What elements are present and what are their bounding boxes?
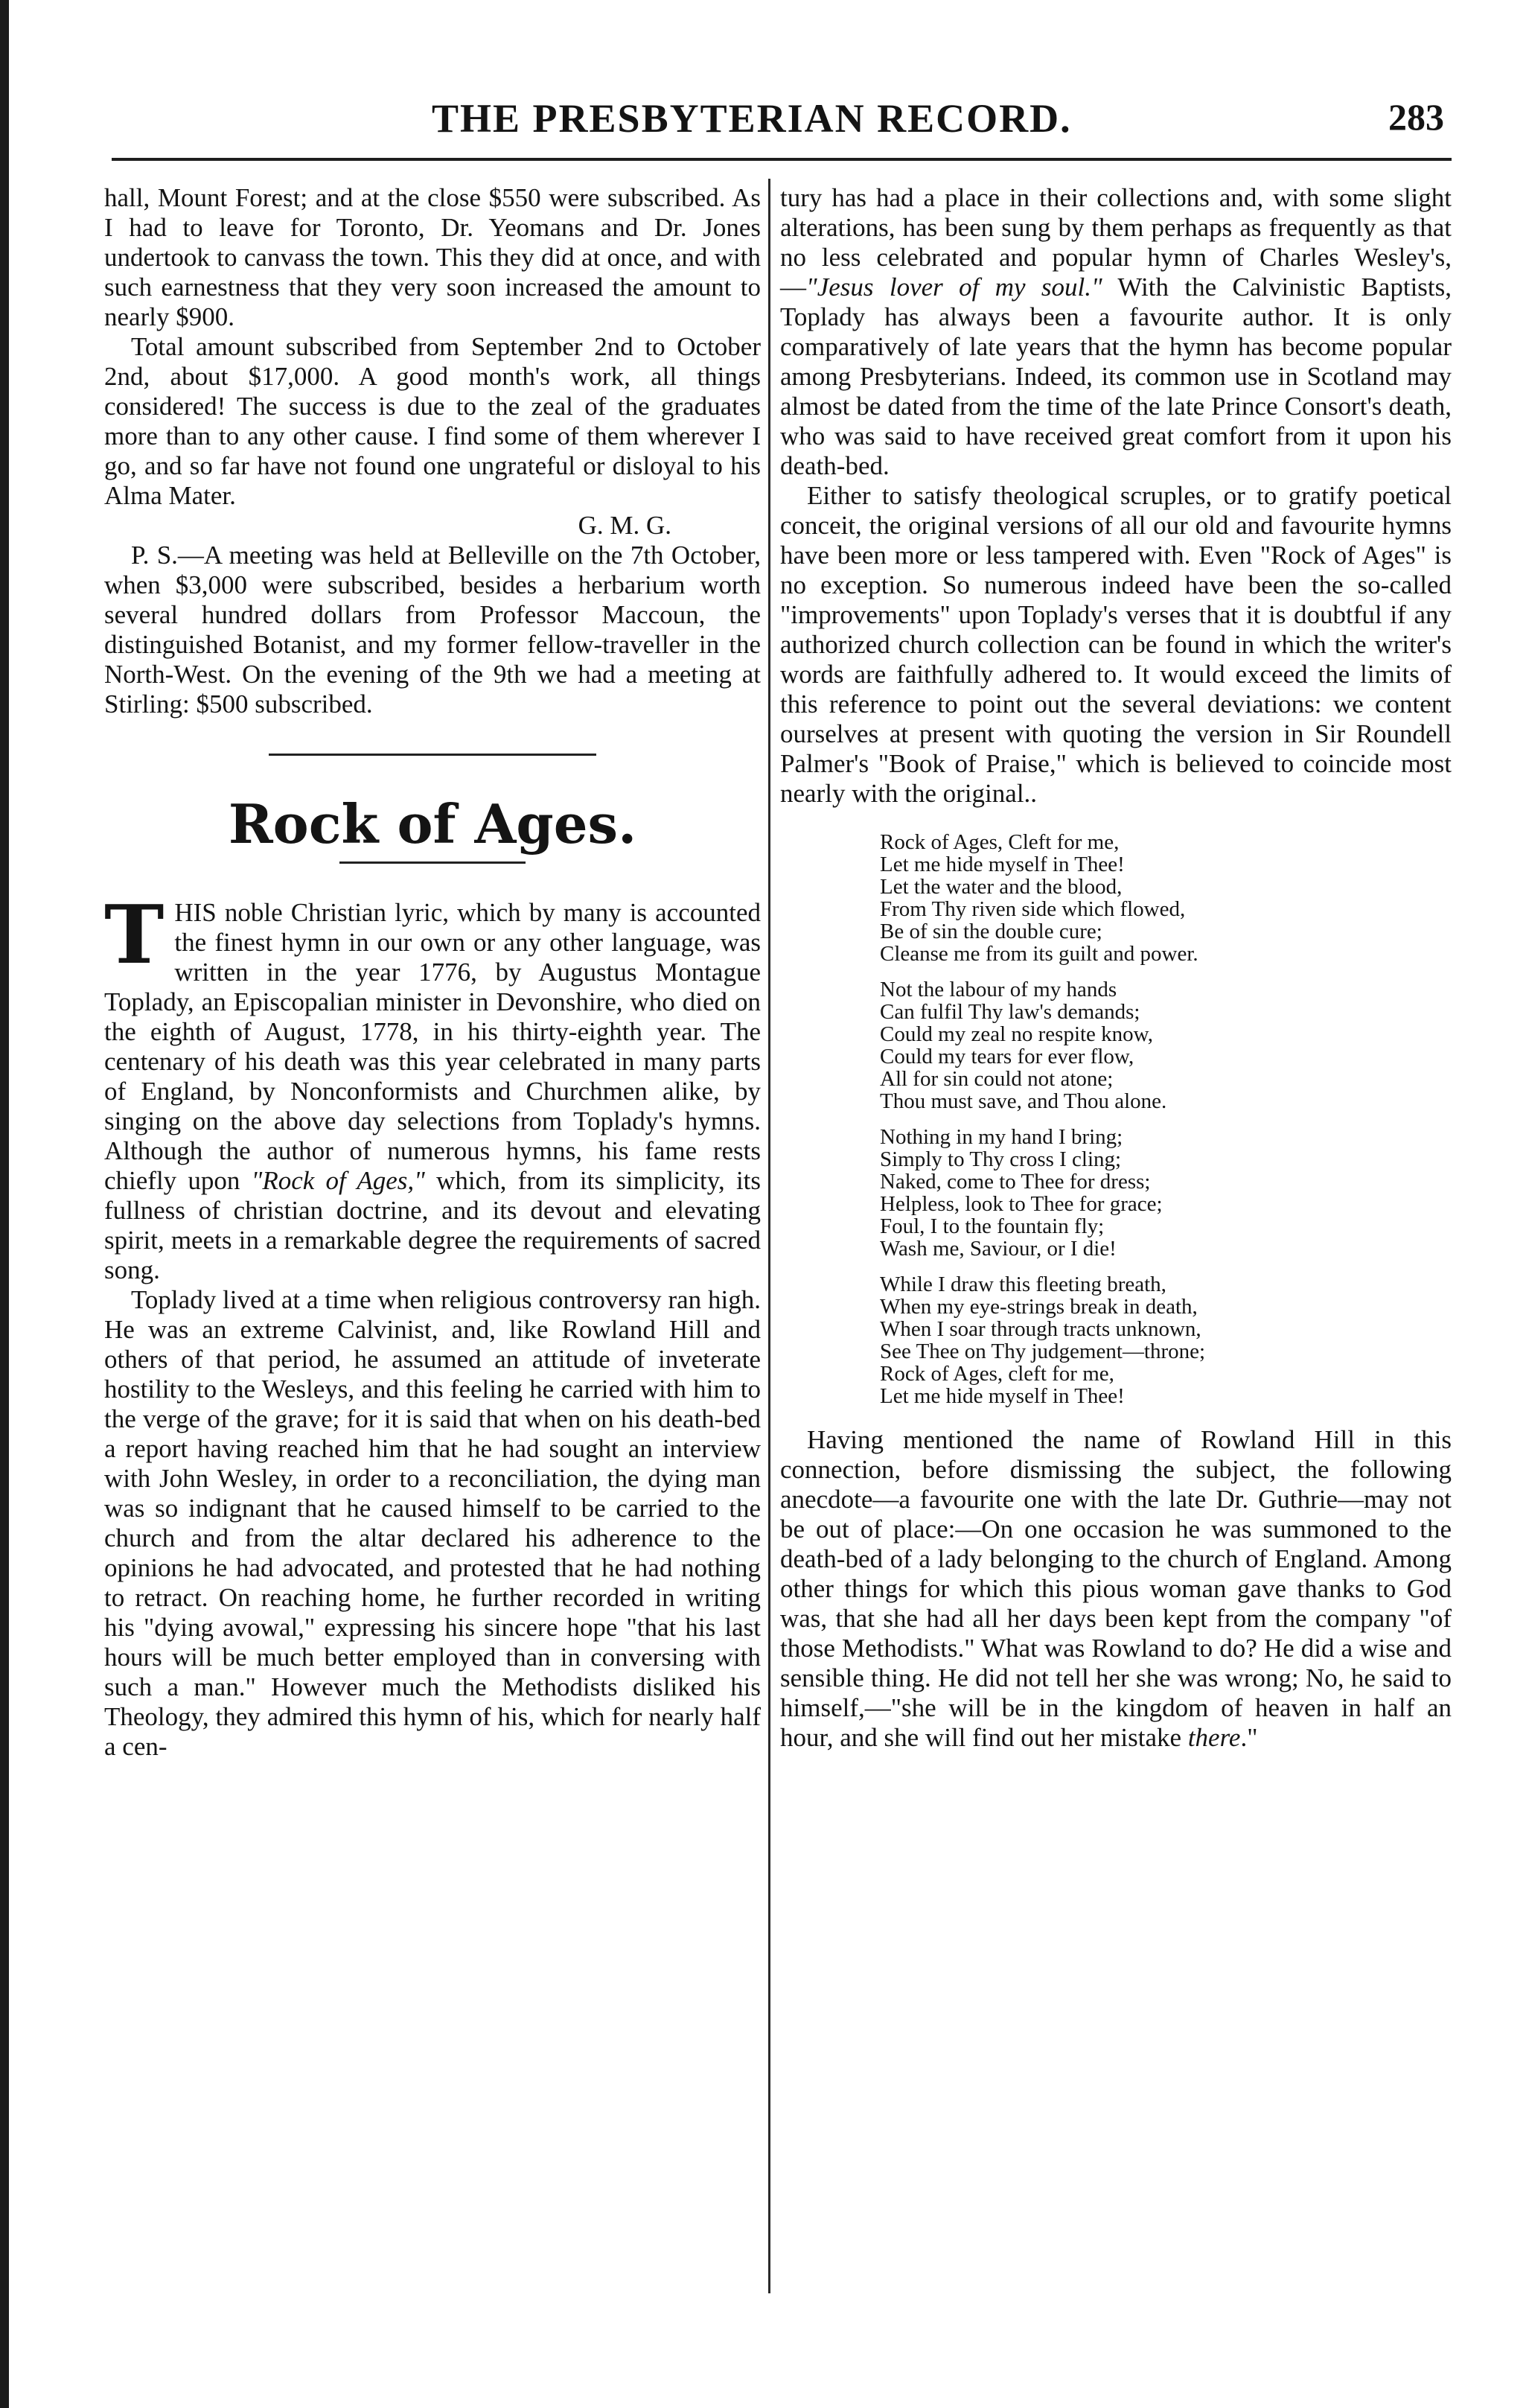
hymn-line: Could my tears for ever flow, xyxy=(880,1045,1134,1068)
column-divider xyxy=(768,179,770,2293)
hymn-line: Not the labour of my hands xyxy=(880,978,1117,1001)
paragraph: Total amount subscribed from September 2nd to October 2nd, about $17,000. A good month's work, all things considered! The success is due to the zeal of the graduates more than to any other cause. I find some of them wherever I go, and so far have not found one ungrateful or disloyal to his Alma Mater. xyxy=(104,332,761,510)
hymn-line: When my eye-strings break in death, xyxy=(880,1295,1198,1319)
paragraph-text: With the Calvinistic Baptists, Toplady has always been a favourite author. It is only comparatively of late years that the hymn has become popular among Presbyterians. Indeed, its common use in Scotland may almost be dated from the time of the late Prince Consort's death, who was said to have received great comfort from it upon his death-bed. xyxy=(780,273,1452,480)
hymn-line: Let me hide myself in Thee! xyxy=(880,1384,1125,1408)
paragraph xyxy=(780,1425,1452,1753)
paragraph xyxy=(780,183,1452,481)
drop-cap: T xyxy=(104,888,165,982)
page-edge xyxy=(0,0,9,2408)
paragraph-text: which, from its simplicity, its fullness of christian doctrine, and its devout and elevating spirit, meets in a remarkable degree the requirements of sacred song. xyxy=(104,1166,762,1284)
hymn-line: Cleanse me from its guilt and power. xyxy=(880,942,1198,966)
hymn-line: Naked, come to Thee for dress; xyxy=(880,1170,1151,1194)
hymn-line: Foul, I to the fountain fly; xyxy=(880,1214,1105,1238)
hymn-line: When I soar through tracts unknown, xyxy=(880,1317,1201,1341)
paragraph: Toplady lived at a time when religious controversy ran high. He was an extreme Calvinist, and, like Rowland Hill and others of that period, he assumed an attitude of inveterate hostility to the Wesleys, and this feeling he carried with him to the verge of the grave; for it is said that when on his death-bed a report having reached him that he had sought an interview with John Wesley, in order to a reconciliation, the dying man was so indignant that he caused himself to be carried to the church and from the altar declared his adherence to the opinions he had advocated, and protested that he had nothing to retract. On reaching home, he further recorded in writing his "dying avowal," expressing his sincere hope "that his last hours will be much better employed than in conversing with such a man." However much the Methodists disliked his Theology, they admired this hymn of his, which for nearly half a cen- xyxy=(104,1285,761,1761)
hymn-stanza xyxy=(880,831,1452,965)
paragraph: Either to satisfy theological scruples, or to gratify poetical conceit, the original versions of all our old and favourite hymns have been more or less tampered with. Even "Rock of Ages" is no exception. So numerous indeed have been the so-called "improvements" upon Toplady's verses that it is doubtful if any authorized church collection can be found in which the writer's words are faithfully adhered to. It would exceed the limits of this reference to point out the several deviations: we content ourselves at present with quoting the version in Sir Roundell Palmer's "Book of Praise," which is believed to coincide most nearly with the original.. xyxy=(780,481,1452,808)
signature: G. M. G. xyxy=(578,511,671,540)
hymn-title-italic: "Rock of Ages," xyxy=(251,1166,425,1195)
page-header xyxy=(112,95,1452,155)
header-rule xyxy=(112,158,1452,161)
hymn-line: Let the water and the blood, xyxy=(880,875,1123,899)
hymn-line: Wash me, Saviour, or I die! xyxy=(880,1237,1117,1261)
hymn-line: Nothing in my hand I bring; xyxy=(880,1125,1123,1149)
running-title: THE PRESBYTERIAN RECORD. xyxy=(432,96,1072,141)
hymn-line: Could my zeal no respite know, xyxy=(880,1022,1153,1046)
hymn-line: See Thee on Thy judgement—throne; xyxy=(880,1340,1206,1363)
emphasis-italic: there xyxy=(1187,1723,1241,1752)
section-divider xyxy=(269,754,596,756)
right-column xyxy=(780,183,1452,1753)
hymn-line: While I draw this fleeting breath, xyxy=(880,1273,1166,1296)
hymn-line: Helpless, look to Thee for grace; xyxy=(880,1192,1163,1216)
left-column xyxy=(104,183,761,1762)
hymn-line: Can fulfil Thy law's demands; xyxy=(880,1000,1140,1024)
paragraph-text: HIS noble Christian lyric, which by many is accounted the finest hymn in our own or any other language, was written in the year 1776, by Augustus Montague Toplady, an Episcopalian minister in Devonshire, who died on the eighth of August, 1778, in his thirty-eighth year. The centenary of his death was this year celebrated in many parts of England, by Nonconformists and Churchmen alike, by singing on the above day selections from Toplady's hymns. Although the author of numerous hymns, his fame rests chiefly upon xyxy=(104,898,761,1195)
hymn-line: Let me hide myself in Thee! xyxy=(880,853,1125,876)
paragraph xyxy=(104,888,762,1285)
hymn-line: Thou must save, and Thou alone. xyxy=(880,1089,1167,1113)
paragraph: hall, Mount Forest; and at the close $550 were subscribed. As I had to leave for Toronto, Dr. Yeomans and Dr. Jones undertook to canvass the town. This they did at once, and with such earnestness that they very soon increased the amount to nearly $900. xyxy=(104,183,761,331)
page-number: 283 xyxy=(1388,96,1444,138)
hymn-stanza xyxy=(880,1126,1452,1260)
hymn-line: From Thy riven side which flowed, xyxy=(880,897,1186,921)
postscript: P. S.—A meeting was held at Belleville on the 7th October, when $3,000 were subscribed, besides a herbarium worth several hundred dollars from Professor Maccoun, the distinguished Botanist, and my former fellow-traveller in the North-West. On the evening of the 9th we had a meeting at Stirling: $500 subscribed. xyxy=(104,541,761,719)
title-underline xyxy=(339,861,526,864)
hymn-title-italic: "Jesus lover of my soul." xyxy=(806,273,1102,302)
hymn-line: Rock of Ages, Cleft for me, xyxy=(880,830,1120,854)
paragraph-text: Having mentioned the name of Rowland Hill in this connection, before dismissing the subject, the following anecdote—a favourite one with the late Dr. Guthrie—may not be out of place:—On one occasion he was summoned to the death-bed of a lady belonging to the church of England. Among other things for which this pious woman gave thanks to God was, that she had all her days been kept from the company "of those Methodists." What was Rowland to do? He did a wise and sensible thing. He did not tell her she was wrong; No, he said to himself,—"she will be in the kingdom of heaven in half an hour, and she will find out her mistake xyxy=(780,1425,1452,1752)
hymn-line: Be of sin the double cure; xyxy=(880,920,1102,943)
hymn-text xyxy=(780,831,1452,1407)
hymn-line: Simply to Thy cross I cling; xyxy=(880,1147,1122,1171)
paragraph-text: ." xyxy=(1240,1723,1258,1752)
section-title: Rock of Ages. xyxy=(228,792,637,856)
hymn-stanza xyxy=(880,978,1452,1112)
hymn-stanza xyxy=(880,1273,1452,1407)
hymn-line: All for sin could not atone; xyxy=(880,1067,1114,1091)
hymn-line: Rock of Ages, cleft for me, xyxy=(880,1362,1114,1386)
paragraph-text: tury has had a place in their collections and, with some slight alterations, has been sung by them perhaps as frequently as that no less celebrated and popular hymn of Charles Wesley's,— xyxy=(780,183,1452,302)
